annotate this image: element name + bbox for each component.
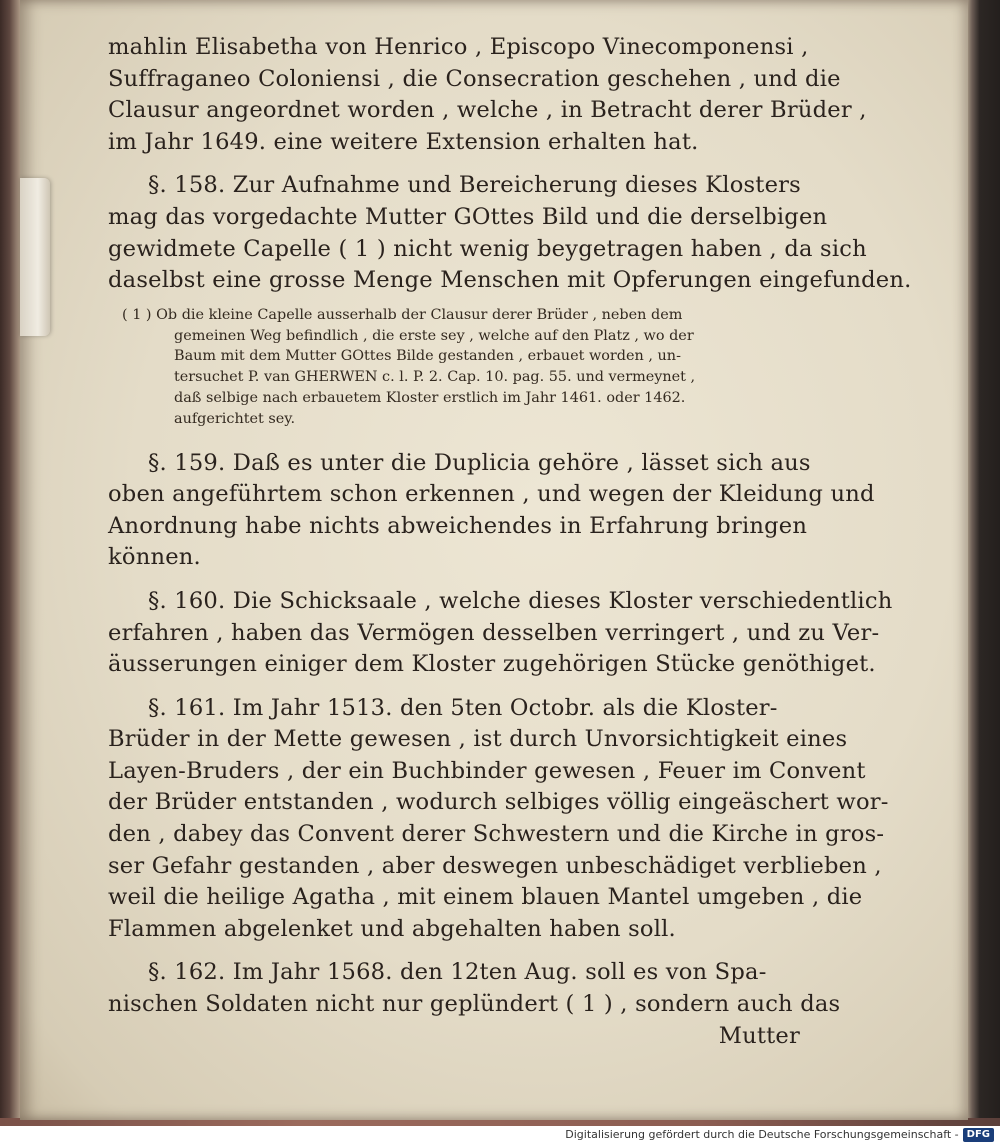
text-line: §. 159. Daß es unter die Duplicia gehöre , lässet sich aus <box>148 449 811 476</box>
text-line: nischen Soldaten nicht nur geplündert ( 1 ) , sondern auch das <box>108 991 841 1018</box>
text-line: der Brüder entstanden , wodurch selbiges völlig eingeäschert wor- <box>108 789 889 816</box>
footnote-line: ( 1 ) Ob die kleine Capelle ausserhalb der Clausur derer Brüder , neben dem <box>122 306 683 323</box>
footnote-line: Baum mit dem Mutter GOttes Bilde gestanden , erbauet worden , un- <box>174 348 681 365</box>
footnote-line: aufgerichtet sey. <box>174 410 296 427</box>
text-line: §. 162. Im Jahr 1568. den 12ten Aug. soll es von Spa- <box>148 959 767 986</box>
text-line: daselbst eine grosse Menge Menschen mit Opferungen eingefunden. <box>108 267 912 294</box>
text-line: erfahren , haben das Vermögen desselben verringert , und zu Ver- <box>108 619 880 646</box>
footer-credit: Digitalisierung gefördert durch die Deutsche Forschungsgemeinschaft - <box>565 1128 959 1141</box>
text-line: mag das vorgedachte Mutter GOttes Bild und die derselbigen <box>108 203 828 230</box>
page-marker-tab <box>20 178 50 336</box>
paragraph-158 <box>108 170 912 296</box>
catchword: Mutter <box>718 1022 800 1049</box>
text-line: Clausur angeordnet worden , welche , in Betracht derer Brüder , <box>108 97 867 124</box>
text-line: Suffraganeo Coloniensi , die Consecration geschehen , und die <box>108 65 841 92</box>
book-edge-right <box>966 0 1000 1125</box>
paragraph-continuation <box>108 32 867 158</box>
text-line: Anordnung habe nichts abweichendes in Erfahrung bringen <box>108 512 808 539</box>
text-line: mahlin Elisabetha von Henrico , Episcopo Vinecomponensi , <box>108 34 809 60</box>
paragraph-159 <box>108 448 875 574</box>
footnote-line: daß selbige nach erbauetem Kloster erstlich im Jahr 1461. oder 1462. <box>174 389 686 406</box>
paragraph-160 <box>108 586 893 681</box>
paragraph-161 <box>108 693 889 946</box>
footnote-line: tersuchet P. van GHERWEN c. l. P. 2. Cap. 10. pag. 55. und vermeynet , <box>174 369 696 386</box>
footnote-line: gemeinen Weg befindlich , die erste sey , welche auf den Platz , wo der <box>174 327 694 344</box>
text-line: Layen-Bruders , der ein Buchbinder gewesen , Feuer im Convent <box>108 757 866 784</box>
paragraph-162 <box>108 957 841 1052</box>
footnote-1 <box>122 305 820 430</box>
text-line: Brüder in der Mette gewesen , ist durch Unvorsichtigkeit eines <box>108 726 848 753</box>
text-line: Flammen abgelenket und abgehalten haben soll. <box>108 915 676 942</box>
text-line: können. <box>108 544 201 571</box>
text-line: äusserungen einiger dem Kloster zugehörigen Stücke genöthiget. <box>108 651 876 678</box>
digitization-footer <box>0 1126 1000 1144</box>
text-line: oben angeführtem schon erkennen , und wegen der Kleidung und <box>108 481 875 508</box>
text-line: den , dabey das Convent derer Schwestern und die Kirche in gros- <box>108 821 885 848</box>
text-line: im Jahr 1649. eine weitere Extension erhalten hat. <box>108 128 699 155</box>
text-line: §. 158. Zur Aufnahme und Bereicherung dieses Klosters <box>148 172 801 199</box>
text-line: gewidmete Capelle ( 1 ) nicht wenig beygetragen haben , da sich <box>108 235 867 262</box>
page-text <box>108 32 912 1064</box>
text-line: §. 161. Im Jahr 1513. den 5ten Octobr. als die Kloster- <box>148 694 778 721</box>
text-line: ser Gefahr gestanden , aber deswegen unbeschädiget verblieben , <box>108 852 882 879</box>
dfg-logo-icon: DFG <box>963 1128 994 1142</box>
text-line: weil die heilige Agatha , mit einem blauen Mantel umgeben , die <box>108 884 863 911</box>
text-line: §. 160. Die Schicksaale , welche dieses Kloster verschiedentlich <box>148 587 893 614</box>
scanned-page <box>20 0 968 1120</box>
